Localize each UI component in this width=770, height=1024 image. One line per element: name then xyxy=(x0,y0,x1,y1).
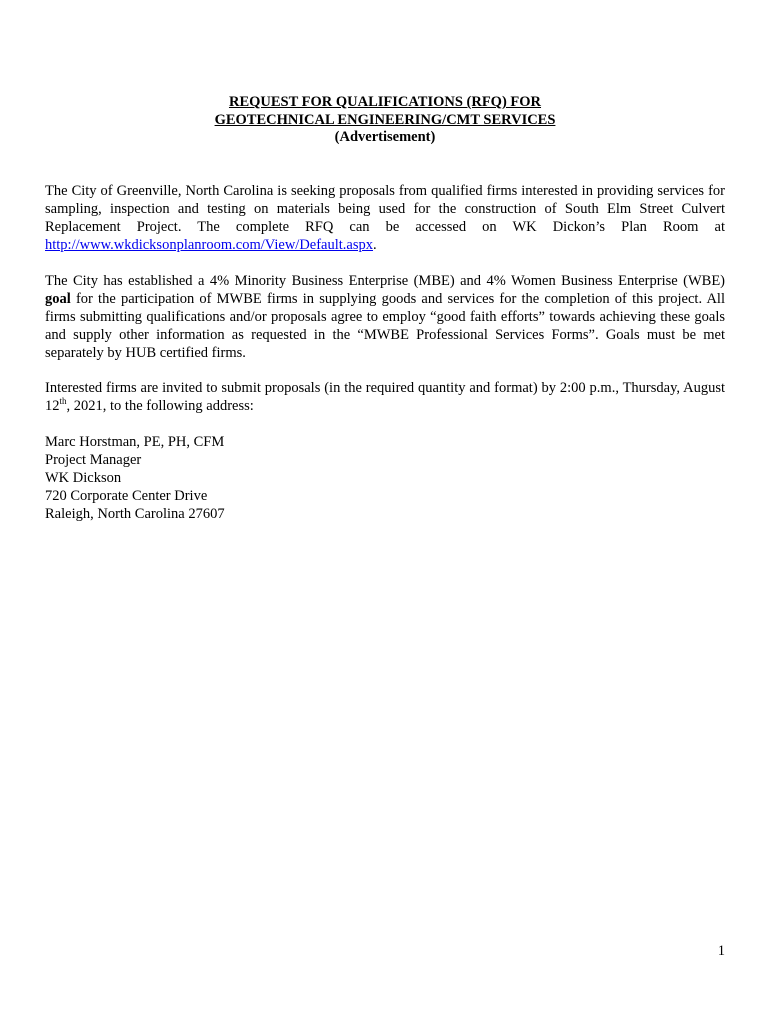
mailing-address xyxy=(45,433,445,523)
page-number: 1 xyxy=(717,943,725,959)
address-street: 720 Corporate Center Drive xyxy=(45,488,208,504)
document-title xyxy=(0,94,770,147)
goal-bold-word: goal xyxy=(45,291,71,307)
date-ordinal-suffix: th xyxy=(59,396,67,407)
paragraph-submission-text-end: , 2021, to the following address: xyxy=(66,398,254,414)
address-name: Marc Horstman, PE, PH, CFM xyxy=(45,434,225,450)
plan-room-link[interactable]: http://www.wkdicksonplanroom.com/View/Default.aspx xyxy=(45,237,374,253)
paragraph-rfq-intro-text: The City of Greenville, North Carolina is seeking proposals from qualified firms interested in providing services for sampling, inspection and testing on materials being used for the construction of South Elm Street Culvert Replacement Project. The complete RFQ can be accessed on WK Dickon’s Plan Room at xyxy=(45,183,725,235)
paragraph-submission xyxy=(45,379,725,415)
address-company: WK Dickson xyxy=(45,470,122,486)
paragraph-mwbe-text-end: for the participation of MWBE firms in supplying goods and services for the completion of this project. All firms submitting qualifications and/or proposals agree to employ “good faith efforts” towards achieving these goals and supply other information as requested in the “MWBE Professional Services Forms”. Goals must be met separately by HUB certified firms. xyxy=(45,291,725,361)
address-city: Raleigh, North Carolina 27607 xyxy=(45,506,225,522)
paragraph-submission-text-start: Interested firms are invited to submit proposals (in the required quantity and format) by 2:00 p.m., Thursday, August 12 xyxy=(45,380,725,414)
paragraph-rfq-intro xyxy=(45,182,725,254)
title-line-3: (Advertisement) xyxy=(334,129,436,145)
address-role: Project Manager xyxy=(45,452,142,468)
title-line-1: REQUEST FOR QUALIFICATIONS (RFQ) FOR xyxy=(228,94,542,110)
paragraph-rfq-intro-end: . xyxy=(373,237,377,253)
title-line-2: GEOTECHNICAL ENGINEERING/CMT SERVICES xyxy=(214,111,556,128)
paragraph-mwbe-text-start: The City has established a 4% Minority Business Enterprise (MBE) and 4% Women Business Enterprise (WBE) xyxy=(45,273,725,289)
paragraph-mwbe-goal xyxy=(45,272,725,362)
